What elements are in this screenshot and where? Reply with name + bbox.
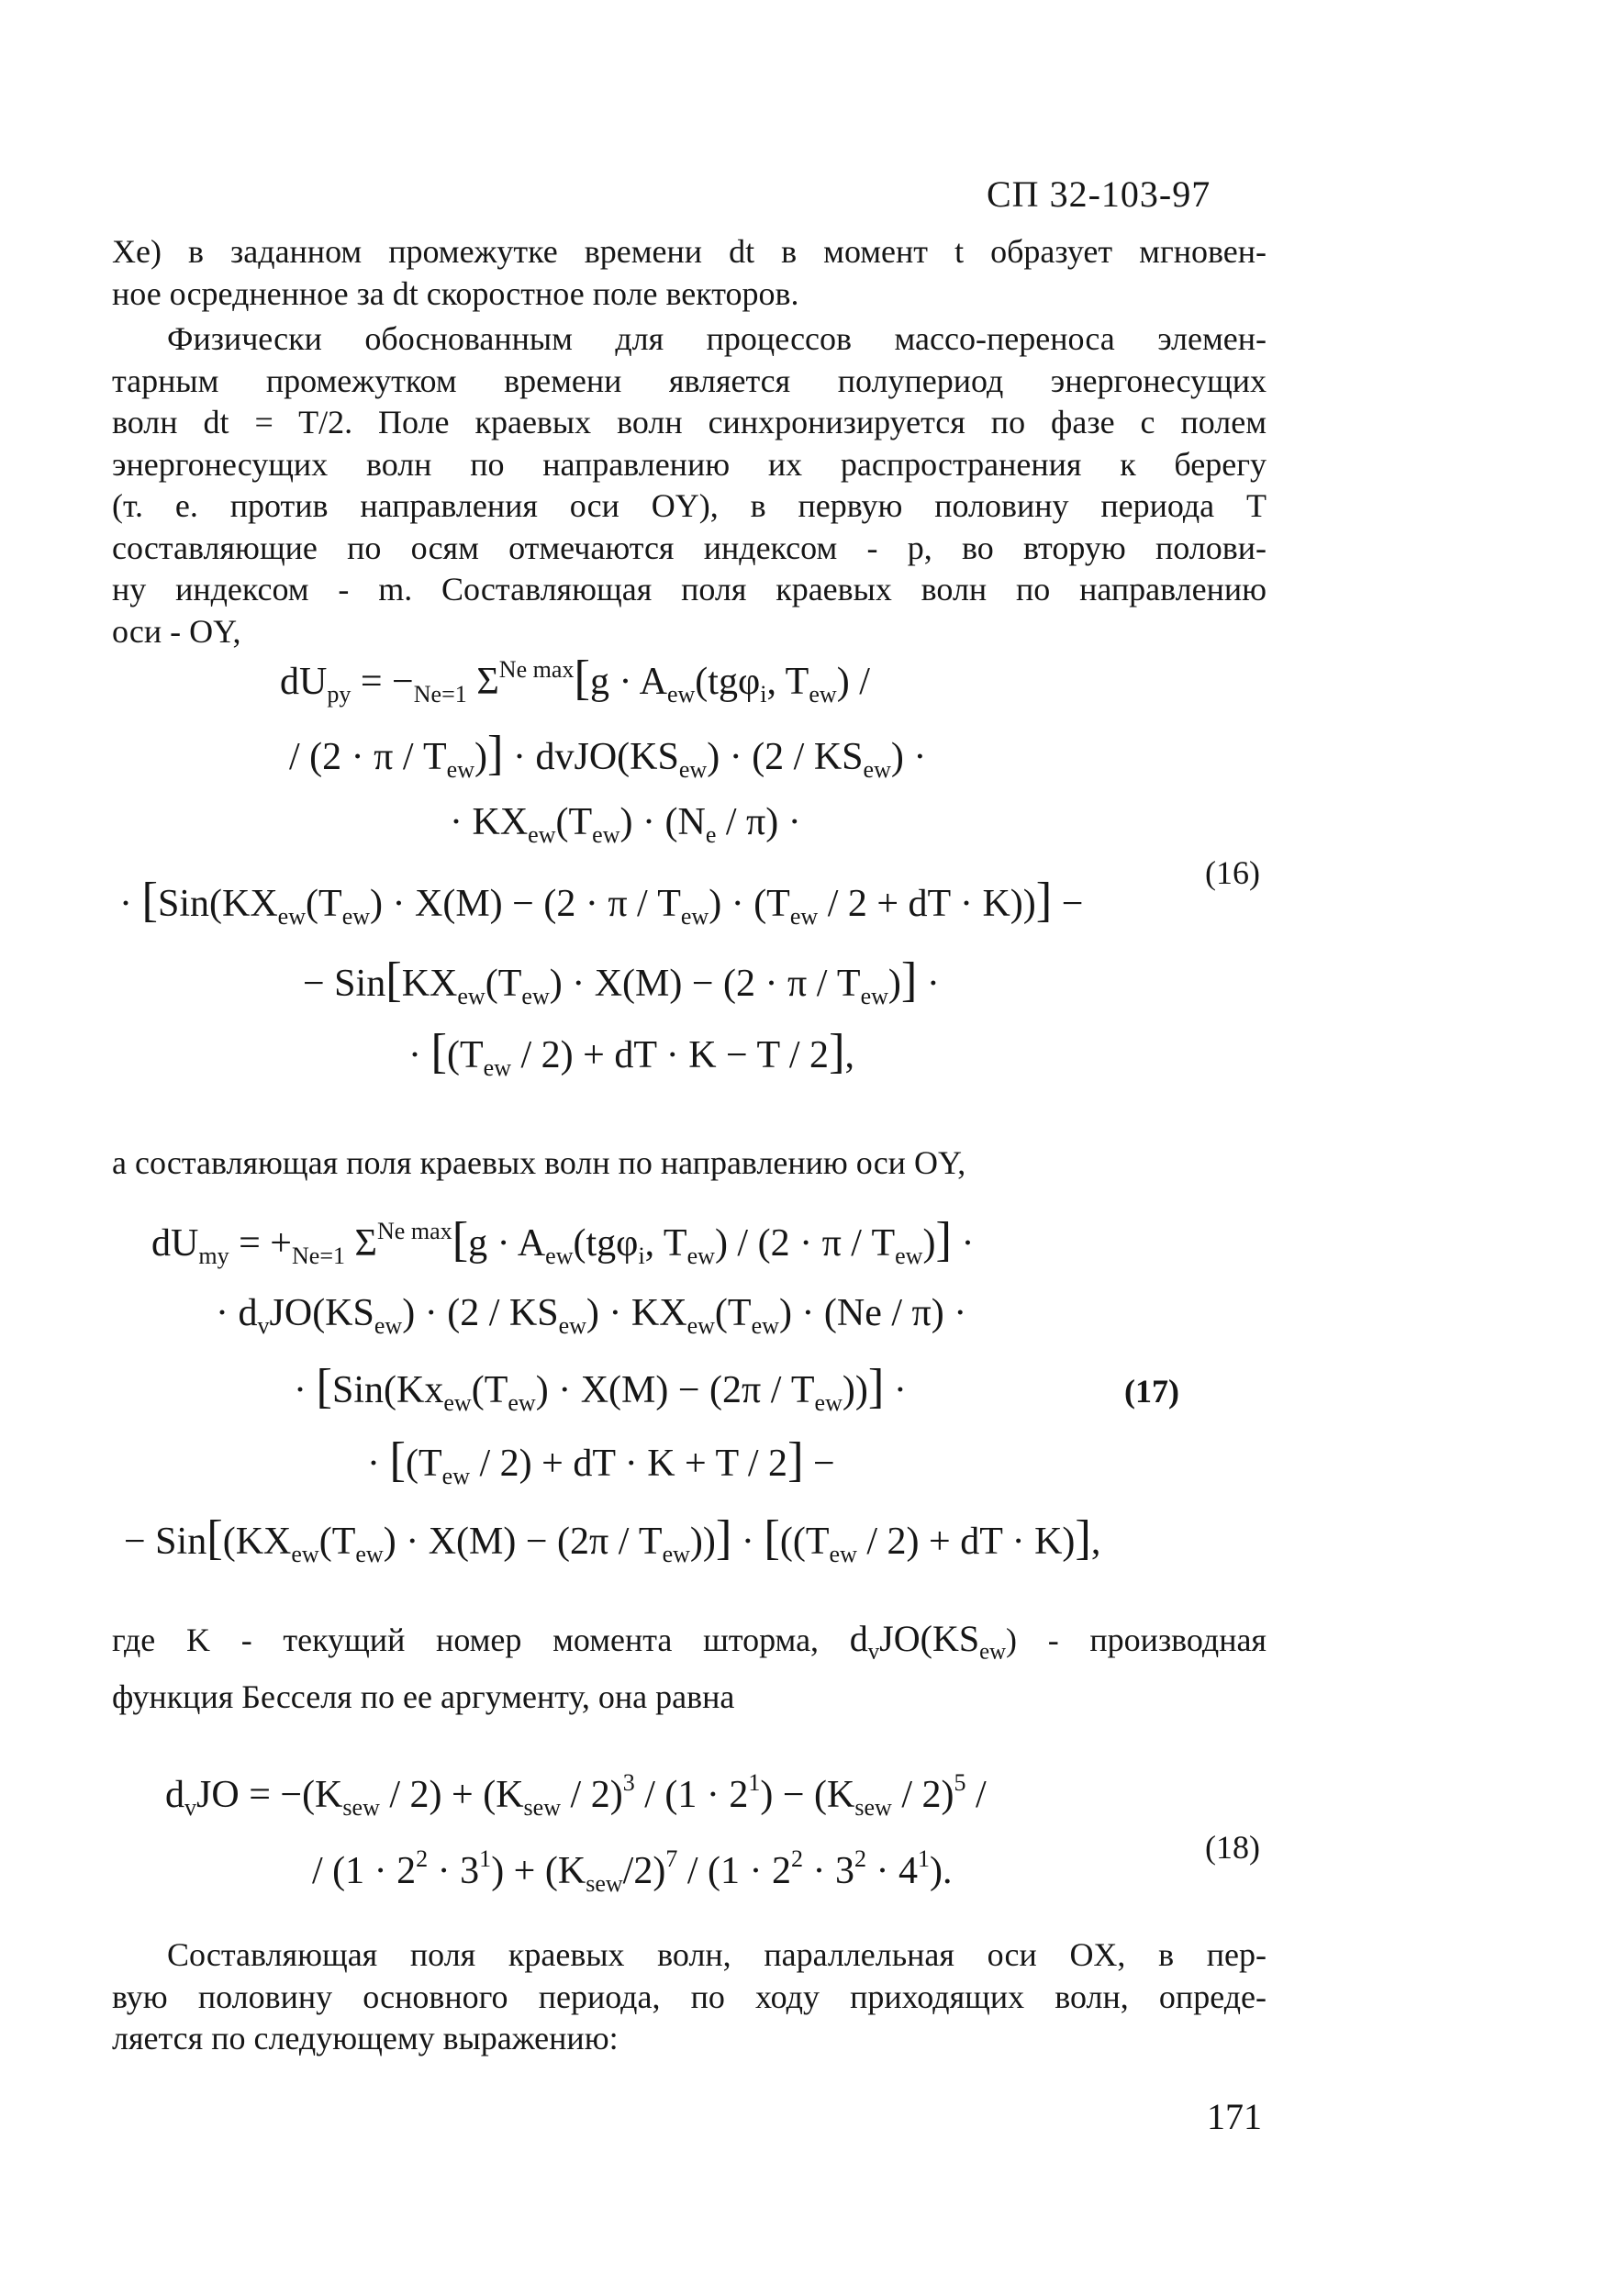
equation-number: (18): [1205, 1829, 1260, 1866]
text-line: волн dt = T/2. Поле краевых волн синхронизируется по фазе с полем: [112, 404, 1267, 440]
paragraph-ox: [112, 1934, 1267, 2060]
text-line: ное осредненное за dt скоростное поле векторов.: [112, 274, 799, 312]
inline-subscript: v: [867, 1639, 880, 1665]
inline-text: ) - производная: [1006, 1622, 1267, 1658]
equation-line: $dU_{my} = +_{Ne=1}$ $\Sigma^{Ne max}[g \cdot A_{ew}(tg\varphi_i$, $T_{ew}) / (2 \cdot \pi / T_{ew})$] ·: [151, 1213, 975, 1270]
text-line: ну индексом - m. Составляющая поля краевых волн по направлению: [112, 571, 1267, 607]
text-line: энергонесущих волн по направлению их распространения к берегу: [112, 445, 1267, 483]
text-line: Физически обоснованным для процессов массо-переноса элемен-: [167, 320, 1267, 357]
equation-line: · [$(T_{ew} / 2)$ + dT · K − T / 2],: [408, 1025, 855, 1082]
equation-line: − $Sin[KX_{ew}(T_{ew}) \cdot X(M) - (2 \cdot \pi / T_{ew})]$ ·: [303, 953, 940, 1010]
page-number: 171: [1207, 2096, 1262, 2137]
equation-number: (16): [1205, 854, 1260, 891]
equation-line: $dU_{py} = -_{Ne=1}$ $\Sigma^{Ne max}[g \cdot A_{ew}(tg\varphi_i$, $T_{ew}$) /: [280, 652, 870, 708]
equation-line: − $Sin[(KX_{ew}(T_{ew}) \cdot X(M) - (2\pi / T_{ew}))] \cdot [((T_{ew} / 2)$ + dT · K)],: [124, 1511, 1101, 1568]
equation-line: $d_vJO = -(K_{sew} / 2) + (K_{sew} / 2)^3 / (1 \cdot 2^1) - (K_{sew} / 2)^5$ /: [165, 1768, 987, 1822]
equation-line: · [$Sin(KX_{ew}(T_{ew}) \cdot X(M) - (2 \cdot \pi / T_{ew}) \cdot (T_{ew} / 2$ + dT · K))] −: [119, 874, 1084, 931]
text-line: Хе) в заданном промежутке времени dt в момент t образует мгновен-: [112, 233, 1267, 270]
equation-line: / $(2 \cdot \pi / T_{ew})$] · $dvJO(KS_{ew}) \cdot (2 / KS_{ew})$ ·: [289, 727, 927, 784]
equation-line: / $(1 \cdot 2^2 \cdot 3^1) + (K_{sew}/2)^7 / (1 \cdot 2^2 \cdot 3^2 \cdot 4^1)$.: [312, 1845, 953, 1898]
equation-line: · $d_vJO(KS_{ew}) \cdot (2 / KS_{ew}) \cdot KX_{ew}(T_{ew}) \cdot (Ne / \pi)$ ·: [216, 1292, 967, 1340]
text-line: ляется по следующему выражению:: [112, 2020, 619, 2056]
document-code: СП 32-103-97: [987, 173, 1211, 215]
text-line: [112, 1618, 1267, 1665]
text-line: оси - OY,: [112, 612, 241, 650]
paragraph-oy: [112, 1142, 1267, 1185]
inline-text: JO(KS: [879, 1618, 980, 1659]
text-line: тарным промежутком времени является полупериод энергонесущих: [112, 362, 1267, 399]
paragraph-bessel: [112, 1618, 1267, 1718]
text-line: (т. е. против направления оси OY), в первую половину периода T: [112, 487, 1267, 524]
equation-number: (17): [1124, 1373, 1179, 1410]
inline-text: d: [849, 1618, 868, 1659]
text-line: вую половину основного периода, по ходу приходящих волн, опреде-: [112, 1978, 1267, 2015]
equation-line: · $KX_{ew}(T_{ew}) \cdot (N_e / \pi)$ ·: [450, 801, 801, 849]
equation-line: · [$(T_{ew} / 2)$ + dT · K + T / 2] −: [367, 1433, 835, 1490]
text-line: Составляющая поля краевых волн, параллельная оси OX, в пер-: [167, 1936, 1267, 1973]
text-line: а составляющая поля краевых волн по направлению оси OY,: [112, 1144, 966, 1181]
inline-subscript: ew: [979, 1639, 1006, 1665]
paragraph-intro: [112, 231, 1267, 315]
equation-line: · $[Sin(Kx_{ew}(T_{ew}) \cdot X(M) - (2\pi / T_{ew}))]$ ·: [294, 1360, 907, 1417]
inline-text: где K - текущий номер момента шторма,: [112, 1622, 850, 1658]
paragraph-physics: [112, 318, 1267, 652]
text-line: составляющие по осям отмечаются индексом - p, во вторую полови-: [112, 529, 1267, 566]
text-line: функция Бесселя по ее аргументу, она равна: [112, 1677, 735, 1715]
